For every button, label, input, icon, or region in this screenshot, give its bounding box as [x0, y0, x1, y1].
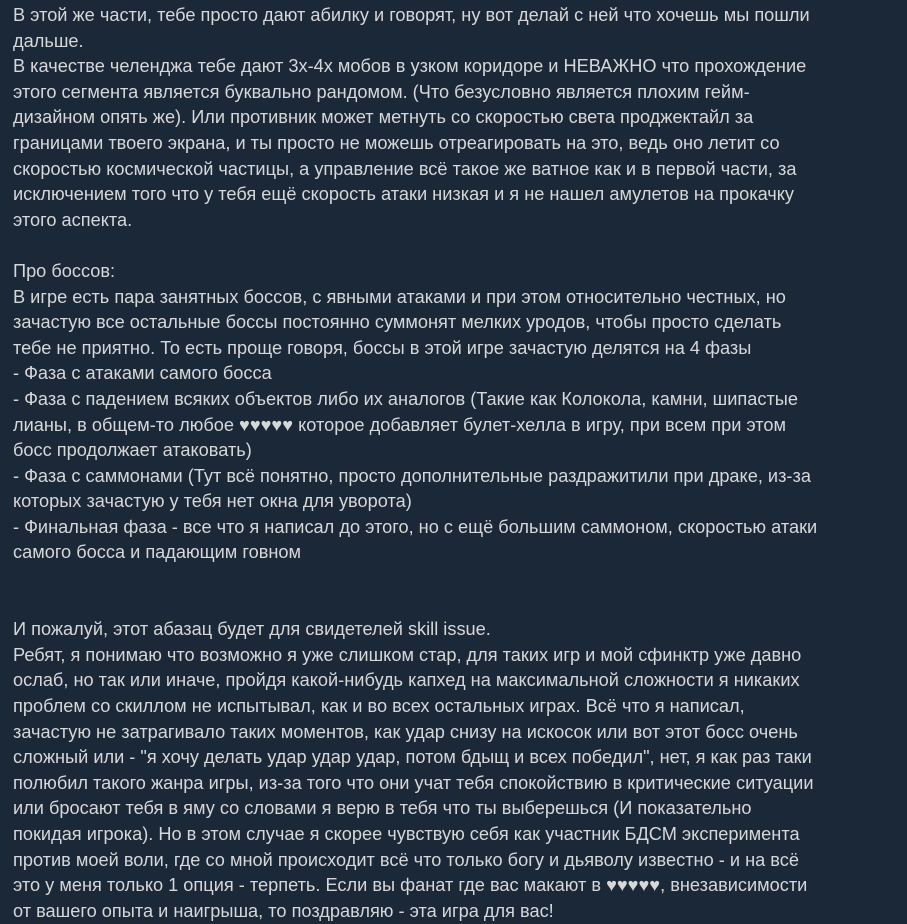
review-line: этого аспекта. [13, 209, 133, 230]
review-line: зачастую не затрагивало таких моментов, как удар снизу на искосок или вот этот босс очень [13, 721, 798, 742]
review-line: - Фаза с падением всяких объектов либо их аналогов (Такие как Колокола, камни, шипастые [13, 388, 798, 409]
review-line: скоростью космической частицы, а управление всё такое же ватное как и в первой части, за [13, 158, 797, 179]
review-line: от вашего опыта и наигрыша, то поздравляю - эта игра для вас! [13, 900, 554, 921]
review-line: самого босса и падающим говном [13, 542, 302, 563]
review-line: или бросают тебя в яму со словами я верю в тебя что ты выберешься (И показательно [13, 798, 752, 819]
review-line: - Финальная фаза - все что я написал до этого, но с ещё большим саммоном, скоростью атаки [13, 516, 818, 537]
review-line: это у меня только 1 опция - терпеть. Если вы фанат где вас макают в ♥♥♥♥♥, внезависимости [13, 875, 808, 896]
review-line: - Фаза с атаками самого босса [13, 363, 272, 384]
review-line: которых зачастую у тебя нет окна для уворота) [13, 491, 412, 512]
review-text [13, 3, 899, 924]
review-line: В качестве челенджа тебе дают 3х-4х мобов в узком коридоре и НЕВАЖНО что прохождение [13, 56, 807, 77]
review-line: покидая игрока). Но в этом случае я скорее чувствую себя как участник БДСМ эксперимента [13, 824, 800, 844]
review-line: В этой же части, тебе просто дают абилку и говорят, ну вот делай с ней что хочешь мы пошли [13, 5, 810, 25]
review-line: босс продолжает атаковать) [13, 440, 252, 461]
review-line: границами твоего экрана, и ты просто не можешь отреагировать на это, ведь оно летит со [13, 132, 780, 153]
review-line: лианы, в общем-то любое ♥♥♥♥♥ которое добавляет булет-хелла в игру, при всем при этом [13, 414, 787, 435]
review-line [13, 233, 899, 259]
review-line: полюбил такого жанра игры, из-за того что они учат тебя спокойствию в критические ситуации [13, 772, 814, 793]
review-line: Про боссов: [13, 260, 116, 281]
review-line: ослаб, но так или иначе, пройдя какой-нибудь капхед на максимальной сложности я никаких [13, 670, 800, 691]
review-line: проблем со скиллом не испытывал, как и во всех остальных играх. Всё что я написал, [13, 696, 745, 717]
review-line: Ребят, я понимаю что возможно я уже слишком стар, для таких игр и мой сфинктр уже давно [13, 644, 802, 665]
review-line: - Фаза с саммонами (Тут всё понятно, просто дополнительные раздражитили при драке, из-за [13, 465, 811, 486]
review-line: тебе не приятно. То есть проще говоря, боссы в этой игре зачастую делятся на 4 фазы [13, 337, 752, 358]
review-line: исключением того что у тебя ещё скорость атаки низкая и я не нашел амулетов на прокачку [13, 184, 795, 205]
review-line: дальше. [13, 30, 84, 51]
review-line [13, 592, 899, 618]
review-line: В игре есть пара занятных боссов, с явными атаками и при этом относительно честных, но [13, 286, 786, 307]
review-line: дизайном опять же). Или противник может метнуть со скоростью света проджектайл за [13, 107, 754, 128]
review-line: этого сегмента является буквально рандомом. (Что безусловно является плохим гейм- [13, 81, 750, 102]
review-line: И пожалуй, этот абазац будет для свидетелей skill issue. [13, 619, 491, 640]
review-line: сложный или - "я хочу делать удар удар удар, потом бдыщ и всех победил", нет, я как раз таки [13, 747, 812, 768]
review-line [13, 566, 899, 592]
review-line: зачастую все остальные боссы постоянно суммонят мелких уродов, чтобы просто сделать [13, 312, 782, 333]
review-line: против моей воли, где со мной происходит всё что только богу и дьяволу известно - и на всё [13, 849, 799, 870]
